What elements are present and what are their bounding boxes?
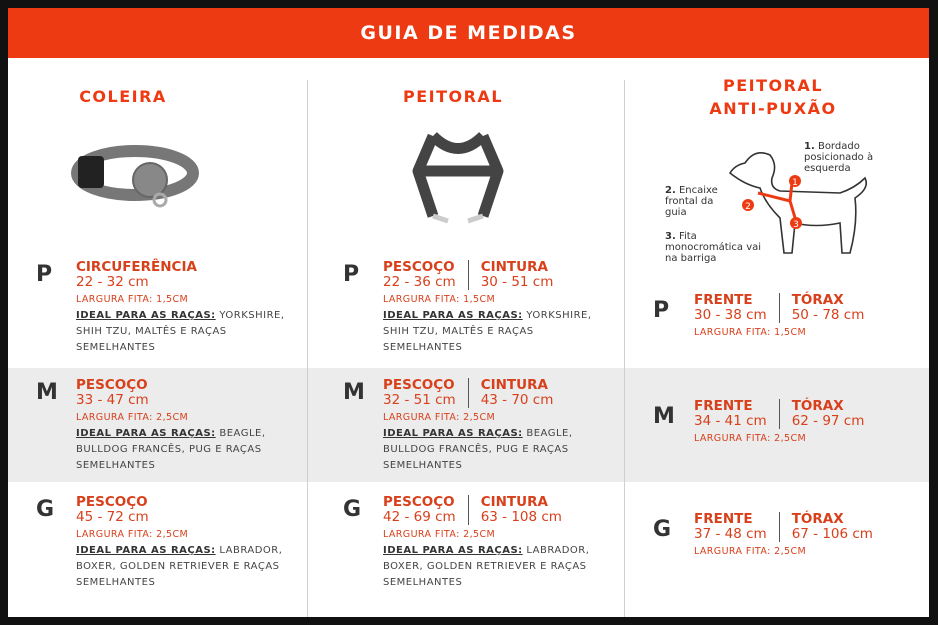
size-label: M — [36, 380, 58, 405]
breeds: IDEAL PARA AS RAÇAS: YORKSHIRE, SHIH TZU, MALTÊS E RAÇAS SEMELHANTES — [76, 310, 285, 353]
measure-value: 30 - 38 cm — [694, 307, 767, 323]
collar-image — [70, 128, 200, 213]
measure-label: TÓRAX — [791, 398, 844, 414]
largura: LARGURA FITA: 2,5CM — [76, 412, 189, 423]
measure-label: PESCOÇO — [383, 377, 455, 393]
marker-2: 2 — [745, 202, 751, 212]
antipuxao-row — [694, 399, 864, 444]
measure-label: PESCOÇO — [383, 259, 455, 275]
column-divider — [624, 80, 625, 617]
measure-value: 50 - 78 cm — [791, 307, 865, 323]
breeds: IDEAL PARA AS RAÇAS: YORKSHIRE, SHIH TZU, MALTÊS E RAÇAS SEMELHANTES — [383, 310, 592, 353]
largura: LARGURA FITA: 1,5CM — [383, 294, 496, 305]
measure-label: FRENTE — [694, 292, 753, 308]
largura: LARGURA FITA: 1,5CM — [694, 327, 807, 338]
breeds: IDEAL PARA AS RAÇAS: BEAGLE, BULLDOG FRANCÊS, PUG E RAÇAS SEMELHANTES — [76, 428, 266, 471]
measure-label: PESCOÇO — [383, 494, 455, 510]
size-label: G — [653, 517, 672, 542]
measure-value: 63 - 108 cm — [480, 509, 562, 525]
measure-value: 22 - 36 cm — [383, 274, 456, 290]
measure-value: 45 - 72 cm — [76, 509, 149, 525]
peitoral-title: PEITORAL — [402, 87, 504, 106]
measure-value: 37 - 48 cm — [694, 526, 767, 542]
measure-value: 34 - 41 cm — [694, 413, 767, 429]
breeds: IDEAL PARA AS RAÇAS: BEAGLE, BULLDOG FRANCÊS, PUG E RAÇAS SEMELHANTES — [383, 428, 573, 471]
size-label: P — [653, 298, 670, 323]
size-label: P — [36, 262, 53, 287]
coleira-row — [76, 260, 296, 356]
size-label: M — [653, 404, 675, 429]
size-label: P — [343, 262, 360, 287]
breeds: IDEAL PARA AS RAÇAS: LABRADOR, BOXER, GOLDEN RETRIEVER E RAÇAS SEMELHANTES — [76, 545, 283, 588]
peitoral-row — [383, 378, 603, 474]
largura: LARGURA FITA: 2,5CM — [694, 546, 807, 557]
harness-image — [403, 126, 513, 226]
peitoral-row — [383, 495, 603, 591]
measure-label: FRENTE — [694, 398, 753, 414]
antipuxao-title-line1: PEITORAL — [722, 76, 824, 95]
measure-label: TÓRAX — [791, 292, 844, 308]
size-label: G — [343, 497, 362, 522]
column-divider — [307, 80, 308, 617]
measure-label: CINTURA — [480, 377, 548, 393]
measure-value: 30 - 51 cm — [480, 274, 554, 290]
largura: LARGURA FITA: 2,5CM — [76, 529, 189, 540]
coleira-row — [76, 495, 296, 591]
measure-label: CINTURA — [480, 259, 548, 275]
page-title: GUIA DE MEDIDAS — [8, 8, 929, 58]
note-3: 3. Fita monocromática vai na barriga — [665, 231, 762, 264]
measure-value: 62 - 97 cm — [791, 413, 865, 429]
measure-value: 67 - 106 cm — [791, 526, 873, 542]
size-label: M — [343, 380, 365, 405]
marker-1: 1 — [792, 178, 798, 188]
largura: LARGURA FITA: 2,5CM — [383, 412, 496, 423]
peitoral-row — [383, 260, 603, 356]
note-1: 1. Bordado posicionado à esquerda — [804, 141, 874, 174]
measure-value: 43 - 70 cm — [480, 392, 554, 408]
measure-value: 22 - 32 cm — [76, 274, 149, 290]
antipuxao-row — [694, 512, 873, 557]
measure-label: FRENTE — [694, 511, 753, 527]
largura: LARGURA FITA: 2,5CM — [694, 433, 807, 444]
measure-value: 32 - 51 cm — [383, 392, 456, 408]
largura: LARGURA FITA: 1,5CM — [76, 294, 189, 305]
antipuxao-row — [694, 293, 864, 338]
breeds: IDEAL PARA AS RAÇAS: LABRADOR, BOXER, GOLDEN RETRIEVER E RAÇAS SEMELHANTES — [383, 545, 590, 588]
size-label: G — [36, 497, 55, 522]
measure-label: PESCOÇO — [76, 377, 148, 393]
measure-label: CINTURA — [480, 494, 548, 510]
coleira-title: COLEIRA — [79, 87, 167, 106]
measure-value: 33 - 47 cm — [76, 392, 149, 408]
measure-label: TÓRAX — [791, 511, 844, 527]
antipuxao-title — [698, 74, 848, 120]
measure-label: PESCOÇO — [76, 494, 148, 510]
size-guide — [8, 8, 929, 617]
measure-value: 42 - 69 cm — [383, 509, 456, 525]
antipuxao-title-line2: ANTI-PUXÃO — [709, 99, 837, 118]
coleira-row — [76, 378, 296, 474]
marker-3: 3 — [793, 220, 799, 230]
note-2: 2. Encaixe frontal da guia — [665, 185, 718, 218]
measure-label: CIRCUFERÊNCIA — [76, 259, 197, 275]
largura: LARGURA FITA: 2,5CM — [383, 529, 496, 540]
